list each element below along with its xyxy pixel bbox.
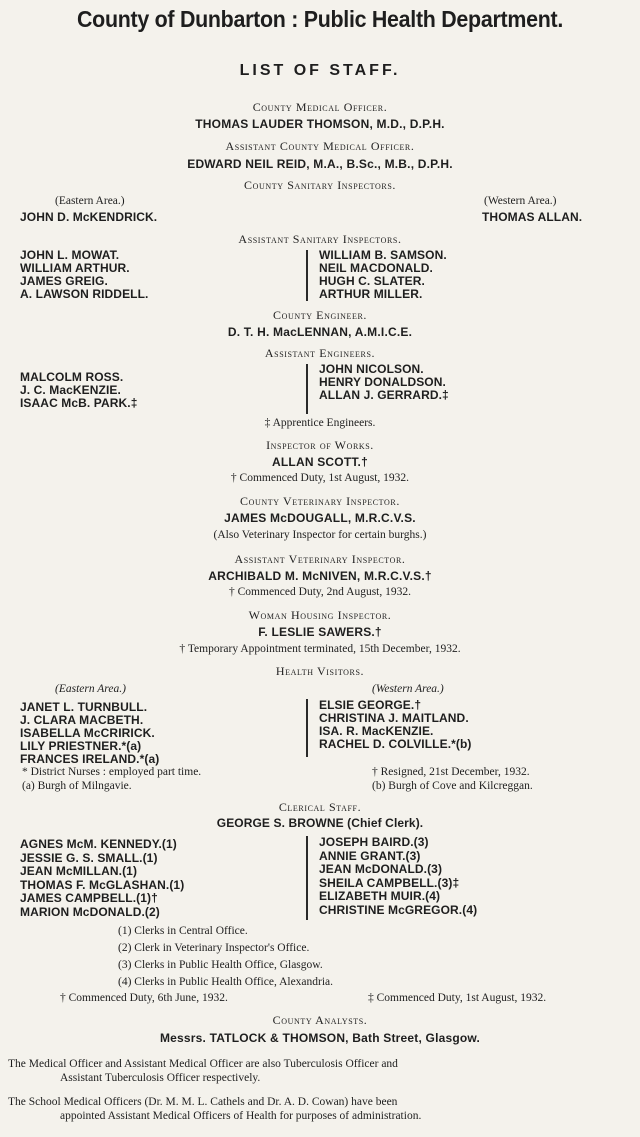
list-item: WILLIAM B. SAMSON. [319, 248, 447, 262]
inspector-of-works-heading: Inspector of Works. [266, 438, 374, 452]
assistant-veterinary-note: † Commenced Duty, 2nd August, 1932. [229, 586, 411, 598]
health-visitors-western-label: (Western Area.) [372, 683, 444, 695]
list-item: ISAAC McB. PARK.‡ [20, 396, 138, 410]
list-item: JESSIE G. S. SMALL.(1) [20, 850, 158, 865]
housing-inspector-name: F. LESLIE SAWERS.† [258, 625, 382, 639]
resigned-note: † Resigned, 21st December, 1932. [372, 766, 530, 778]
list-item: J. C. MacKENZIE. [20, 383, 121, 397]
column-divider [306, 364, 308, 414]
list-item: HENRY DONALDSON. [319, 375, 446, 389]
list-item: SHEILA CAMPBELL.(3)‡ [319, 875, 460, 890]
list-item: JOHN L. MOWAT. [20, 248, 120, 262]
health-visitors-heading: Health Visitors. [275, 664, 365, 678]
list-item: HUGH C. SLATER. [319, 274, 425, 288]
list-item: JOSEPH BAIRD.(3) [319, 835, 429, 849]
list-item: J. CLARA MACBETH. [20, 713, 144, 727]
tuberculosis-paragraph [8, 1057, 636, 1085]
list-item: LILY PRIESTNER.*(a) [20, 739, 142, 753]
county-analysts-name: Messrs. TATLOCK & THOMSON, Bath Street, Glasgow. [159, 1031, 481, 1045]
paragraph-line: appointed Assistant Medical Officers of Health for purposes of administration. [60, 1110, 422, 1122]
column-divider [306, 250, 308, 301]
school-medical-paragraph [8, 1095, 636, 1123]
list-item: NEIL MACDONALD. [319, 261, 433, 275]
health-visitors-left [20, 701, 159, 766]
county-analysts-heading: County Analysts. [272, 1013, 368, 1027]
commenced-june-note: † Commenced Duty, 6th June, 1932. [60, 992, 228, 1004]
assistant-sanitary-inspectors-heading: Assistant Sanitary Inspectors. [238, 232, 402, 246]
list-item: CHRISTINA J. MAITLAND. [319, 711, 469, 725]
list-item: ELIZABETH MUIR.(4) [319, 889, 441, 903]
clerical-staff-heading: Clerical Staff. [278, 800, 362, 814]
western-area-label: (Western Area.) [484, 195, 557, 207]
page-title: County of Dunbarton : Public Health Department. [76, 6, 563, 32]
apprentice-note: ‡ Apprentice Engineers. [264, 417, 376, 429]
western-sanitary-inspector: THOMAS ALLAN. [482, 210, 583, 224]
clerical-staff-right [319, 836, 477, 917]
list-item: THOMAS F. McGLASHAN.(1) [20, 877, 185, 892]
list-item: (3) Clerks in Public Health Office, Glasgow. [118, 959, 323, 971]
assistant-cmo-name: EDWARD NEIL REID, M.A., B.Sc., M.B., D.P.H. [187, 157, 453, 171]
assistant-sanitary-inspectors-left [20, 249, 148, 301]
assistant-engineers-right [319, 363, 449, 402]
list-item: JANET L. TURNBULL. [20, 700, 148, 714]
paragraph-line: Assistant Tuberculosis Officer respectively. [60, 1072, 261, 1084]
inspector-of-works-name: ALLAN SCOTT.† [272, 455, 368, 469]
list-item: WILLIAM ARTHUR. [20, 261, 130, 275]
list-item: (4) Clerks in Public Health Office, Alexandria. [118, 976, 334, 988]
eastern-sanitary-inspector: JOHN D. McKENDRICK. [20, 210, 158, 224]
list-item: ARTHUR MILLER. [319, 287, 423, 301]
list-item: FRANCES IRELAND.*(a) [20, 752, 160, 766]
county-engineer-heading: County Engineer. [272, 308, 368, 322]
veterinary-inspector-heading: County Veterinary Inspector. [240, 494, 400, 508]
assistant-engineers-left [20, 371, 138, 410]
list-item: (1) Clerks in Central Office. [118, 925, 248, 937]
list-item: MARION McDONALD.(2) [20, 904, 160, 919]
list-item: MALCOLM ROSS. [20, 370, 124, 384]
page-subtitle: LIST OF STAFF. [239, 62, 401, 79]
assistant-veterinary-name: ARCHIBALD M. McNIVEN, M.R.C.V.S.† [208, 569, 432, 583]
assistant-sanitary-inspectors-right [319, 249, 447, 301]
housing-inspector-heading: Woman Housing Inspector. [248, 608, 392, 622]
inspector-of-works-note: † Commenced Duty, 1st August, 1932. [230, 472, 410, 484]
list-item: AGNES McM. KENNEDY.(1) [20, 837, 177, 851]
list-item: ISA. R. MacKENZIE. [319, 724, 434, 738]
veterinary-inspector-note: (Also Veterinary Inspector for certain burghs.) [213, 529, 427, 541]
list-item: JEAN McMILLAN.(1) [20, 864, 138, 878]
assistant-engineers-heading: Assistant Engineers. [264, 346, 376, 360]
list-item: ALLAN J. GERRARD.‡ [319, 388, 449, 402]
county-medical-officer-heading: County Medical Officer. [252, 100, 388, 114]
county-medical-officer-name: THOMAS LAUDER THOMSON, M.D., D.P.H. [195, 117, 445, 131]
eastern-area-label: (Eastern Area.) [55, 195, 125, 207]
column-divider [306, 836, 308, 920]
list-item: JEAN McDONALD.(3) [319, 862, 443, 876]
list-item: CHRISTINE McGREGOR.(4) [319, 902, 478, 917]
milngavie-note: (a) Burgh of Milngavie. [22, 780, 132, 792]
paragraph-line: The School Medical Officers (Dr. M. M. L. Cathels and Dr. A. D. Cowan) have been [8, 1096, 398, 1108]
chief-clerk: GEORGE S. BROWNE (Chief Clerk). [216, 816, 424, 830]
clerk-notes [118, 923, 333, 991]
list-item: ELSIE GEORGE.† [319, 698, 422, 712]
paragraph-line: The Medical Officer and Assistant Medical Officer are also Tuberculosis Officer and [8, 1058, 398, 1070]
list-item: ANNIE GRANT.(3) [319, 848, 421, 863]
health-visitors-right [319, 699, 472, 751]
clerical-staff-left [20, 838, 184, 919]
cove-kilcreggan-note: (b) Burgh of Cove and Kilcreggan. [372, 780, 533, 792]
list-item: JAMES GREIG. [20, 274, 108, 288]
veterinary-inspector-name: JAMES McDOUGALL, M.R.C.V.S. [224, 511, 416, 525]
sanitary-inspectors-heading: County Sanitary Inspectors. [244, 178, 396, 192]
list-item: JOHN NICOLSON. [319, 362, 424, 376]
housing-inspector-note: † Temporary Appointment terminated, 15th December, 1932. [179, 643, 461, 655]
health-visitors-eastern-label: (Eastern Area.) [55, 683, 126, 695]
commenced-august-note: ‡ Commenced Duty, 1st August, 1932. [368, 992, 547, 1004]
column-divider [306, 699, 308, 757]
district-nurses-note: * District Nurses : employed part time. [22, 766, 202, 778]
list-item: ISABELLA McCRIRICK. [20, 726, 155, 740]
list-item: JAMES CAMPBELL.(1)† [20, 891, 158, 905]
assistant-cmo-heading: Assistant County Medical Officer. [225, 139, 415, 153]
list-item: A. LAWSON RIDDELL. [20, 287, 149, 301]
assistant-veterinary-heading: Assistant Veterinary Inspector. [234, 552, 406, 566]
county-engineer-name: D. T. H. MacLENNAN, A.M.I.C.E. [227, 325, 413, 339]
list-item: (2) Clerk in Veterinary Inspector's Office. [118, 942, 310, 954]
list-item: RACHEL D. COLVILLE.*(b) [319, 737, 472, 751]
